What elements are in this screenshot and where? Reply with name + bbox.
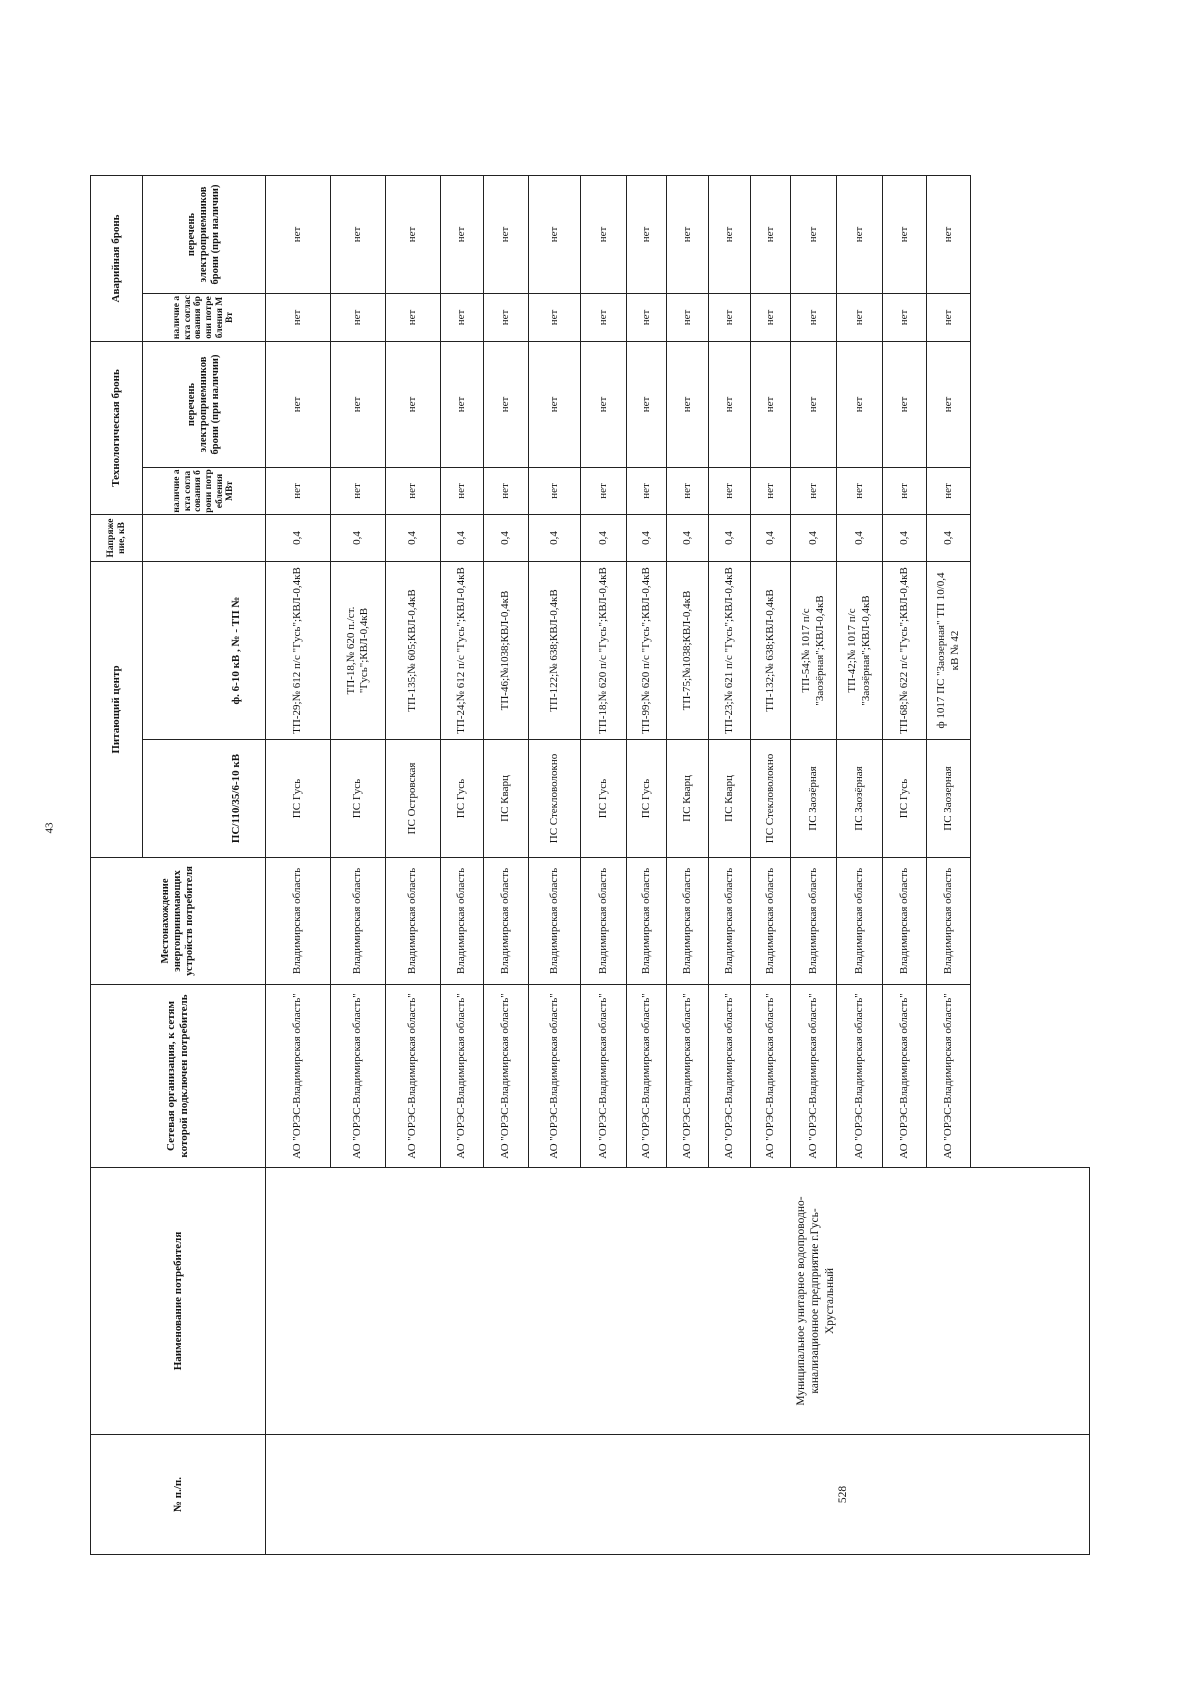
cell-network: АО "ОРЭС-Владимирская область" <box>385 984 441 1168</box>
cell-emerg-list: нет <box>882 175 927 294</box>
cell-location: Владимирская область <box>483 857 529 985</box>
cell-tech-list: нет <box>330 341 386 468</box>
header-emergency-act: наличие акта согласования брони потребления МВт <box>142 293 266 342</box>
cell-emerg-act: нет <box>330 293 386 342</box>
cell-tech-list: нет <box>580 341 627 468</box>
cell-network: АО "ОРЭС-Владимирская область" <box>626 984 667 1168</box>
cell-feeder: ТП-132;№ 638;КВЛ-0,4кВ <box>750 561 791 740</box>
cell-substation: ПС Гусь <box>626 739 667 858</box>
cell-network: АО "ОРЭС-Владимирская область" <box>483 984 529 1168</box>
cell-location: Владимирская область <box>790 857 837 985</box>
cell-emerg-list: нет <box>626 175 667 294</box>
cell-feeder: ТП-135;№ 605;КВЛ-0,4кВ <box>385 561 441 740</box>
cell-tech-act: нет <box>385 467 441 515</box>
cell-network: АО "ОРЭС-Владимирская область" <box>882 984 927 1168</box>
table-row <box>926 175 971 1555</box>
cell-emerg-act: нет <box>926 293 971 342</box>
cell-substation: ПС Гусь <box>440 739 484 858</box>
cell-emerg-list: нет <box>330 175 386 294</box>
cell-emerg-list: нет <box>666 175 709 294</box>
table-row <box>708 175 751 1555</box>
cell-network: АО "ОРЭС-Владимирская область" <box>790 984 837 1168</box>
cell-tech-list: нет <box>666 341 709 468</box>
header-emergency-reserve: Аварийная бронь <box>90 175 143 342</box>
cell-voltage: 0,4 <box>666 514 709 562</box>
cell-voltage: 0,4 <box>580 514 627 562</box>
table-row <box>385 175 441 1555</box>
cell-tech-act: нет <box>666 467 709 515</box>
cell-substation: ПС Заозёрная <box>790 739 837 858</box>
cell-voltage: 0,4 <box>440 514 484 562</box>
cell-emerg-list: нет <box>750 175 791 294</box>
cell-voltage: 0,4 <box>926 514 971 562</box>
header-tech-act: наличие акта согласования брони потребления МВт <box>142 467 266 515</box>
cell-tech-list: нет <box>790 341 837 468</box>
cell-emerg-act: нет <box>528 293 581 342</box>
cell-substation: ПС Гусь <box>330 739 386 858</box>
cell-voltage: 0,4 <box>385 514 441 562</box>
cell-tech-act: нет <box>330 467 386 515</box>
cell-location: Владимирская область <box>750 857 791 985</box>
table-row <box>750 175 791 1555</box>
cell-emerg-list: нет <box>483 175 529 294</box>
cell-feeder: ТП-54;№ 1017 п/с "Заозёрная";КВЛ-0,4кВ <box>790 561 837 740</box>
cell-substation: ПС Кварц <box>708 739 751 858</box>
cell-network: АО "ОРЭС-Владимирская область" <box>528 984 581 1168</box>
cell-emerg-list: нет <box>265 175 331 294</box>
table-row <box>528 175 581 1555</box>
cell-feeder: ТП-42;№ 1017 п/с "Заозёрная";КВЛ-0,4кВ <box>836 561 883 740</box>
cell-location: Владимирская область <box>440 857 484 985</box>
table-row <box>330 175 386 1555</box>
consumer-reserve-table <box>90 175 1090 1555</box>
cell-location: Владимирская область <box>926 857 971 985</box>
cell-feeder: ТП-24;№ 612 п/с "Гусь";КВЛ-0,4кВ <box>440 561 484 740</box>
cell-tech-act: нет <box>528 467 581 515</box>
cell-tech-list: нет <box>440 341 484 468</box>
cell-emerg-act: нет <box>265 293 331 342</box>
cell-emerg-list: нет <box>440 175 484 294</box>
cell-emerg-act: нет <box>882 293 927 342</box>
cell-voltage: 0,4 <box>330 514 386 562</box>
cell-feeder: ТП-23;№ 621 п/с "Гусь";КВЛ-0,4кВ <box>708 561 751 740</box>
cell-tech-act: нет <box>440 467 484 515</box>
cell-location: Владимирская область <box>882 857 927 985</box>
cell-voltage: 0,4 <box>836 514 883 562</box>
cell-location: Владимирская область <box>385 857 441 985</box>
cell-location: Владимирская область <box>580 857 627 985</box>
cell-emerg-list: нет <box>708 175 751 294</box>
table-row <box>790 175 837 1555</box>
page-number: 43 <box>43 822 56 834</box>
cell-emerg-list: нет <box>528 175 581 294</box>
cell-location: Владимирская область <box>330 857 386 985</box>
table-row <box>483 175 529 1555</box>
table-row <box>580 175 627 1555</box>
header-tech-list: перечень электроприемников брони (при наличии) <box>142 341 266 468</box>
header-feeder: ф. 6-10 кВ , № - ТП № <box>142 561 266 740</box>
cell-location: Владимирская область <box>836 857 883 985</box>
cell-voltage: 0,4 <box>790 514 837 562</box>
cell-tech-act: нет <box>626 467 667 515</box>
cell-emerg-list: нет <box>926 175 971 294</box>
table-row <box>882 175 927 1555</box>
cell-emerg-act: нет <box>626 293 667 342</box>
table-row <box>265 175 331 1555</box>
cell-substation: ПС Островская <box>385 739 441 858</box>
cell-substation: ПС Кварц <box>483 739 529 858</box>
cell-location: Владимирская область <box>708 857 751 985</box>
header-number: № п./п. <box>90 1434 266 1555</box>
cell-substation: ПС Гусь <box>580 739 627 858</box>
header-voltage: Напряжение, кВ <box>90 514 143 562</box>
cell-voltage: 0,4 <box>626 514 667 562</box>
cell-emerg-act: нет <box>790 293 837 342</box>
cell-substation: ПС Стекловолокно <box>528 739 581 858</box>
cell-emerg-act: нет <box>750 293 791 342</box>
cell-emerg-list: нет <box>580 175 627 294</box>
cell-location: Владимирская область <box>528 857 581 985</box>
cell-tech-act: нет <box>708 467 751 515</box>
cell-tech-list: нет <box>708 341 751 468</box>
cell-tech-list: нет <box>626 341 667 468</box>
table-row <box>836 175 883 1555</box>
cell-network: АО "ОРЭС-Владимирская область" <box>836 984 883 1168</box>
cell-location: Владимирская область <box>265 857 331 985</box>
cell-tech-list: нет <box>750 341 791 468</box>
cell-tech-list: нет <box>882 341 927 468</box>
cell-voltage: 0,4 <box>483 514 529 562</box>
header-consumer-name: Наименование потребителя <box>90 1167 266 1435</box>
cell-voltage: 0,4 <box>265 514 331 562</box>
header-emergency-list: перечень электроприемников брони (при наличии) <box>142 175 266 294</box>
cell-tech-act: нет <box>926 467 971 515</box>
cell-emerg-act: нет <box>440 293 484 342</box>
cell-tech-list: нет <box>265 341 331 468</box>
cell-location: Владимирская область <box>626 857 667 985</box>
cell-emerg-act: нет <box>385 293 441 342</box>
table-row <box>440 175 484 1555</box>
cell-substation: ПС Заозёрная <box>836 739 883 858</box>
cell-tech-list: нет <box>926 341 971 468</box>
header-tech-reserve: Технологическая бронь <box>90 341 143 515</box>
header-voltage-blank <box>142 514 266 562</box>
cell-emerg-list: нет <box>836 175 883 294</box>
table-row <box>626 175 667 1555</box>
cell-network: АО "ОРЭС-Владимирская область" <box>265 984 331 1168</box>
cell-network: АО "ОРЭС-Владимирская область" <box>708 984 751 1168</box>
cell-substation: ПС Гусь <box>882 739 927 858</box>
cell-tech-list: нет <box>385 341 441 468</box>
cell-tech-act: нет <box>882 467 927 515</box>
cell-emerg-act: нет <box>708 293 751 342</box>
cell-substation: ПС Гусь <box>265 739 331 858</box>
header-location: Местонахождение энергопринимающих устройств потребителя <box>90 857 266 985</box>
cell-feeder: ТП-75;№1038;КВЛ-0,4кВ <box>666 561 709 740</box>
cell-network: АО "ОРЭС-Владимирская область" <box>330 984 386 1168</box>
cell-location: Владимирская область <box>666 857 709 985</box>
cell-emerg-list: нет <box>385 175 441 294</box>
cell-feeder: ТП-18;№ 620 п/с "Гусь";КВЛ-0,4кВ <box>580 561 627 740</box>
cell-feeder: ТП-18,№ 620 п./ст. "Гусь";КВЛ-0,4кВ <box>330 561 386 740</box>
cell-substation: ПС Заозерная <box>926 739 971 858</box>
cell-tech-list: нет <box>483 341 529 468</box>
cell-feeder: ТП-68;№ 622 п/с "Гусь";КВЛ-0,4кВ <box>882 561 927 740</box>
cell-voltage: 0,4 <box>882 514 927 562</box>
cell-feeder: ТП-29;№ 612 п/с "Гусь";КВЛ-0,4кВ <box>265 561 331 740</box>
cell-feeder: ТП-99;№ 620 п/с "Гусь";КВЛ-0,4кВ <box>626 561 667 740</box>
cell-network: АО "ОРЭС-Владимирская область" <box>750 984 791 1168</box>
cell-tech-act: нет <box>580 467 627 515</box>
cell-emerg-list: нет <box>790 175 837 294</box>
cell-voltage: 0,4 <box>750 514 791 562</box>
cell-emerg-act: нет <box>666 293 709 342</box>
cell-emerg-act: нет <box>483 293 529 342</box>
cell-substation: ПС Кварц <box>666 739 709 858</box>
cell-tech-act: нет <box>483 467 529 515</box>
header-network: Сетевая организация, к сетям которой подключен потребитель <box>90 984 266 1168</box>
cell-feeder: ТП-122;№ 638;КВЛ-0,4кВ <box>528 561 581 740</box>
table-row <box>666 175 709 1555</box>
cell-tech-act: нет <box>836 467 883 515</box>
cell-feeder: ТП-46;№1038;КВЛ-0,4кВ <box>483 561 529 740</box>
cell-substation: ПС Стекловолокно <box>750 739 791 858</box>
cell-tech-act: нет <box>790 467 837 515</box>
cell-emerg-act: нет <box>836 293 883 342</box>
cell-tech-act: нет <box>750 467 791 515</box>
cell-feeder: ф 1017 ПС "Заозерная" ТП 10/0,4 кВ № 42 <box>926 561 971 740</box>
cell-voltage: 0,4 <box>708 514 751 562</box>
cell-network: АО "ОРЭС-Владимирская область" <box>440 984 484 1168</box>
cell-tech-list: нет <box>836 341 883 468</box>
header-substation: ПС/110/35/6-10 кВ <box>142 739 266 858</box>
cell-tech-list: нет <box>528 341 581 468</box>
cell-tech-act: нет <box>265 467 331 515</box>
cell-emerg-act: нет <box>580 293 627 342</box>
consumer-name: Муниципальное унитарное водопроводно-канализационное предприятие г.Гусь-Хрустальный <box>795 1196 836 1406</box>
consumer-number: 528 <box>837 1485 849 1504</box>
cell-network: АО "ОРЭС-Владимирская область" <box>580 984 627 1168</box>
cell-voltage: 0,4 <box>528 514 581 562</box>
cell-network: АО "ОРЭС-Владимирская область" <box>926 984 971 1168</box>
header-power-center: Питающий центр <box>90 561 143 858</box>
cell-network: АО "ОРЭС-Владимирская область" <box>666 984 709 1168</box>
